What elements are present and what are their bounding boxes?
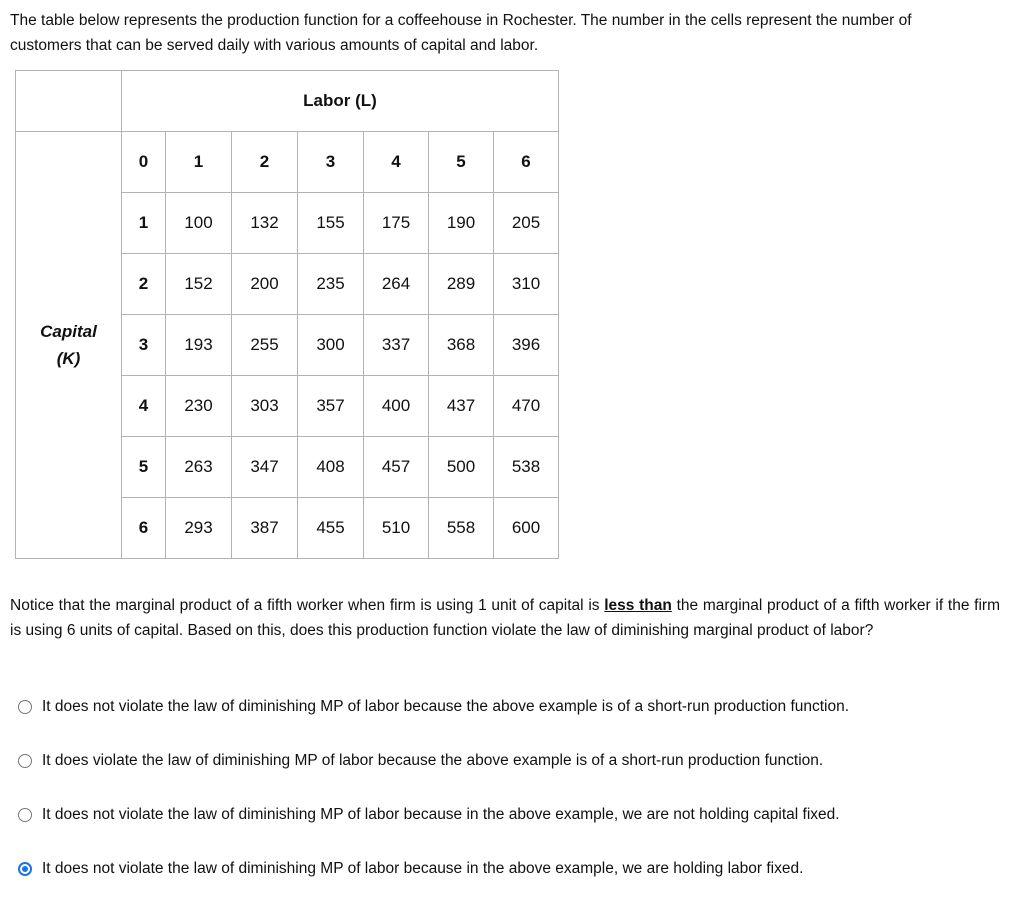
table-cell: 200 [232, 254, 298, 315]
table-cell: 205 [494, 193, 559, 254]
capital-header: 4 [122, 376, 166, 437]
answer-option-1[interactable] [18, 693, 1008, 721]
table-cell: 263 [166, 437, 232, 498]
labor-header-0: 0 [122, 132, 166, 193]
table-cell: 300 [298, 315, 364, 376]
table-cell: 230 [166, 376, 232, 437]
capital-header: 5 [122, 437, 166, 498]
table-cell: 558 [429, 498, 494, 559]
labor-header-6: 6 [494, 132, 559, 193]
table-cell: 175 [364, 193, 429, 254]
table-cell: 400 [364, 376, 429, 437]
table-cell: 264 [364, 254, 429, 315]
answer-options [18, 693, 1008, 909]
table-cell: 152 [166, 254, 232, 315]
table-cell: 255 [232, 315, 298, 376]
table-cell: 368 [429, 315, 494, 376]
capital-header: 3 [122, 315, 166, 376]
table-cell: 457 [364, 437, 429, 498]
option-label: It does not violate the law of diminishing MP of labor because in the above example, we are not holding capital fixed. [42, 806, 840, 823]
table-cell: 408 [298, 437, 364, 498]
answer-option-4[interactable] [18, 855, 1008, 883]
table-cell: 155 [298, 193, 364, 254]
table-cell: 337 [364, 315, 429, 376]
labor-header-2: 2 [232, 132, 298, 193]
radio-button[interactable] [18, 808, 32, 822]
table-cell: 510 [364, 498, 429, 559]
table-cell: 387 [232, 498, 298, 559]
question-text [10, 593, 1000, 643]
labor-header-1: 1 [166, 132, 232, 193]
intro-text [10, 8, 1010, 58]
table-cell: 132 [232, 193, 298, 254]
table-cell: 293 [166, 498, 232, 559]
question-part-1: Notice that the marginal product of a fifth worker when firm is using 1 unit of capital is [10, 597, 605, 614]
table-cell: 600 [494, 498, 559, 559]
table-cell: 396 [494, 315, 559, 376]
intro-line-1: The table below represents the production function for a coffeehouse in Rochester. The number in the cells represent the number of [10, 12, 912, 29]
table-cell: 303 [232, 376, 298, 437]
table-cell: 455 [298, 498, 364, 559]
labor-axis-title: Labor (L) [122, 71, 559, 132]
radio-button[interactable] [18, 862, 32, 876]
production-table [15, 70, 559, 559]
table-cell: 190 [429, 193, 494, 254]
capital-header: 1 [122, 193, 166, 254]
table-cell: 470 [494, 376, 559, 437]
table-cell: 357 [298, 376, 364, 437]
table-corner [16, 71, 122, 132]
capital-axis-title [16, 132, 122, 559]
table-cell: 310 [494, 254, 559, 315]
table-cell: 100 [166, 193, 232, 254]
capital-label-line2: (K) [56, 349, 81, 368]
labor-header-4: 4 [364, 132, 429, 193]
option-label: It does not violate the law of diminishing MP of labor because in the above example, we are holding labor fixed. [42, 860, 804, 877]
answer-option-3[interactable] [18, 801, 1008, 829]
answer-option-2[interactable] [18, 747, 1008, 775]
table-cell: 347 [232, 437, 298, 498]
table-cell: 437 [429, 376, 494, 437]
intro-line-2: customers that can be served daily with various amounts of capital and labor. [10, 37, 539, 54]
option-label: It does violate the law of diminishing MP of labor because the above example is of a short-run production function. [42, 752, 824, 769]
question-part-2: the marginal product of a fifth worker if the firm is using 6 units of capital. Based on this, does this production function violate the law of diminishing marginal product of labor? [10, 597, 1000, 639]
table-cell: 193 [166, 315, 232, 376]
labor-header-5: 5 [429, 132, 494, 193]
question-emphasis: less than [604, 597, 672, 614]
radio-button[interactable] [18, 754, 32, 768]
radio-button[interactable] [18, 700, 32, 714]
table-cell: 289 [429, 254, 494, 315]
labor-header-3: 3 [298, 132, 364, 193]
table-cell: 235 [298, 254, 364, 315]
capital-header: 6 [122, 498, 166, 559]
capital-label-line1: Capital [40, 322, 97, 341]
capital-header: 2 [122, 254, 166, 315]
table-cell: 500 [429, 437, 494, 498]
option-label: It does not violate the law of diminishing MP of labor because the above example is of a short-run production function. [42, 698, 850, 715]
table-cell: 538 [494, 437, 559, 498]
